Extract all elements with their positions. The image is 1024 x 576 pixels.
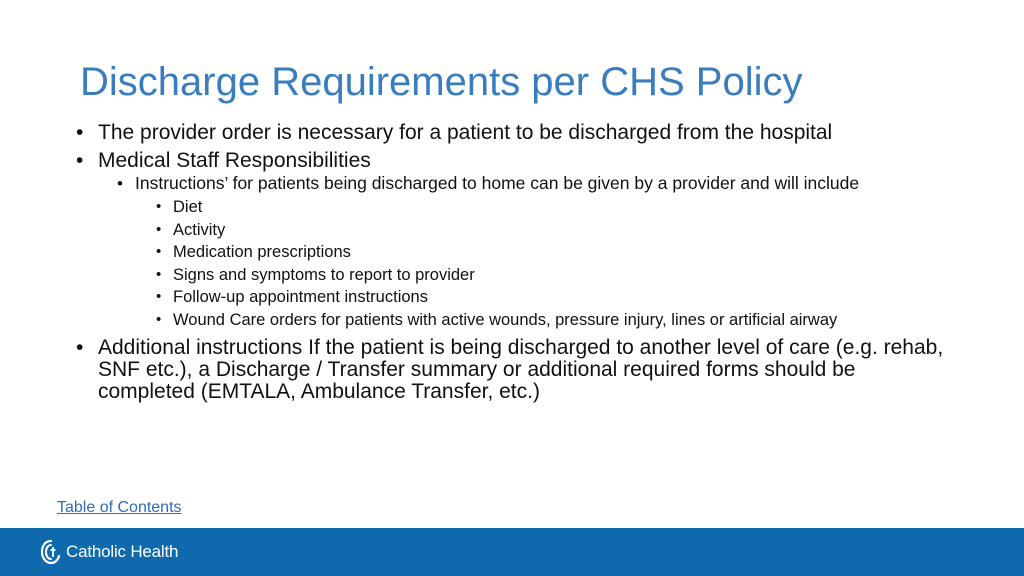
brand-logo xyxy=(40,539,178,565)
bullet-text: Additional instructions If the patient is being discharged to another level of care (e.g. rehab, SNF etc.), a Discharge / Transfer summary or additional required forms should be completed (EMTALA, Ambulance Transfer, etc.) xyxy=(98,336,944,403)
sub-sub-bullet-list xyxy=(152,196,956,331)
bullet-text: The provider order is necessary for a patient to be discharged from the hospital xyxy=(98,121,833,144)
sub-bullet-list xyxy=(114,174,956,331)
bullet-provider-order xyxy=(76,122,956,144)
list-item: • Diet xyxy=(152,196,956,219)
bullet-additional-instructions xyxy=(76,337,956,403)
bullet-text: Medical Staff Responsibilities xyxy=(98,149,371,172)
catholic-health-logo-icon xyxy=(40,539,62,565)
list-item: • Signs and symptoms to report to provider xyxy=(152,264,956,287)
footer-bar xyxy=(0,528,1024,576)
slide-content xyxy=(76,116,956,403)
sub-bullet-instructions xyxy=(114,174,956,331)
slide-title: Discharge Requirements per CHS Policy xyxy=(80,60,803,104)
list-item: • Medication prescriptions xyxy=(152,241,956,264)
bullet-list xyxy=(76,122,956,403)
list-item: • Wound Care orders for patients with active wounds, pressure injury, lines or artificial airway xyxy=(152,309,956,332)
brand-name: Catholic Health xyxy=(66,542,179,561)
list-item: • Follow-up appointment instructions xyxy=(152,286,956,309)
table-of-contents-link[interactable]: Table of Contents xyxy=(57,499,182,516)
bullet-medical-staff xyxy=(76,150,956,331)
list-item: • Activity xyxy=(152,219,956,242)
sub-bullet-text: Instructions’ for patients being discharged to home can be given by a provider and will include xyxy=(135,173,860,193)
